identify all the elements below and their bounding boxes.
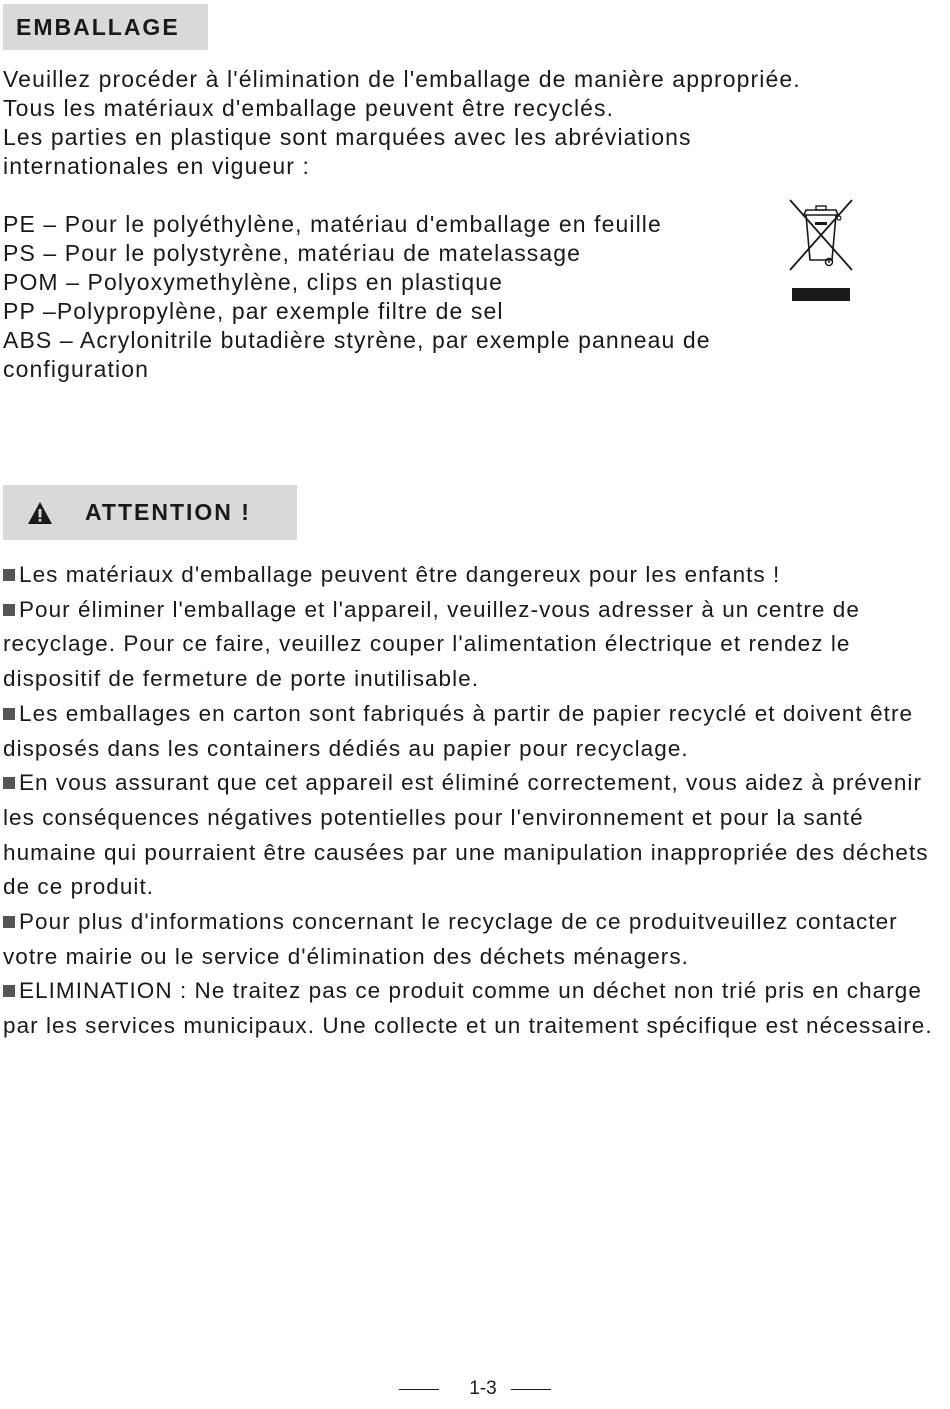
warning-item (3, 905, 948, 974)
warning-text: Pour éliminer l'emballage et l'appareil, veuillez-vous adresser à un centre de recyclage. Pour ce faire, veuillez couper l'alimentation électrique et rendez le dispositif de fermeture de porte inutilisable. (3, 596, 860, 692)
warning-text: En vous assurant que cet appareil est éliminé correctement, vous aidez à prévenir les conséquences négatives potentielles pour l'environnement et pour la santé humaine qui pourraient être causées par une manipulation inappropriée des déchets de ce produit. (3, 770, 929, 900)
emballage-intro (3, 65, 943, 181)
plastic-materials-list (3, 210, 803, 384)
emballage-heading-bar (3, 4, 208, 50)
attention-title: ATTENTION ! (85, 499, 251, 525)
warning-text: ELIMINATION : Ne traitez pas ce produit comme un déchet non trié pris en charge par les services municipaux. Une collecte et un traitement spécifique est nécessaire. (3, 978, 933, 1039)
warning-item (3, 593, 948, 697)
square-bullet-icon (3, 569, 15, 581)
square-bullet-icon (3, 985, 15, 997)
page-number: 1-3 (469, 1378, 497, 1399)
crossed-out-wheelie-bin-icon (786, 196, 856, 304)
warning-text: Les matériaux d'emballage peuvent être dangereux pour les enfants ! (19, 562, 781, 587)
square-bullet-icon (3, 916, 15, 928)
warning-item (3, 974, 948, 1043)
square-bullet-icon (3, 708, 15, 720)
material-item: PS – Pour le polystyrène, matériau de matelassage (3, 240, 582, 266)
warning-text: Les emballages en carton sont fabriqués à partir de papier recyclé et doivent être disposés dans les containers dédiés au papier pour recyclage. (3, 700, 914, 761)
material-item: POM – Polyoxymethylène, clips en plastique (3, 269, 504, 295)
warning-item (3, 697, 948, 766)
warning-item (3, 558, 948, 593)
square-bullet-icon (3, 604, 15, 616)
material-item: ABS – Acrylonitrile butadière styrène, par exemple panneau de configuration (3, 327, 711, 382)
intro-line: Tous les matériaux d'emballage peuvent être recyclés. (3, 95, 615, 121)
footer-rule-right (511, 1389, 551, 1390)
material-item: PE – Pour le polyéthylène, matériau d'emballage en feuille (3, 211, 662, 237)
square-bullet-icon (3, 777, 15, 789)
footer-rule-left (399, 1389, 439, 1390)
intro-line: Veuillez procéder à l'élimination de l'emballage de manière appropriée. (3, 66, 801, 92)
attention-warnings-list (3, 558, 948, 1044)
emballage-title: EMBALLAGE (16, 13, 180, 40)
intro-line: internationales en vigueur : (3, 153, 310, 179)
attention-heading-bar (3, 485, 297, 540)
warning-text: Pour plus d'informations concernant le recyclage de ce produitveuillez contacter votre mairie ou le service d'élimination des déchets ménagers. (3, 909, 898, 969)
page-footer (0, 1378, 950, 1400)
warning-item (3, 766, 948, 905)
material-item: PP –Polypropylène, par exemple filtre de sel (3, 298, 504, 324)
warning-triangle-icon (27, 501, 53, 525)
intro-line: Les parties en plastique sont marquées avec les abréviations (3, 124, 692, 150)
